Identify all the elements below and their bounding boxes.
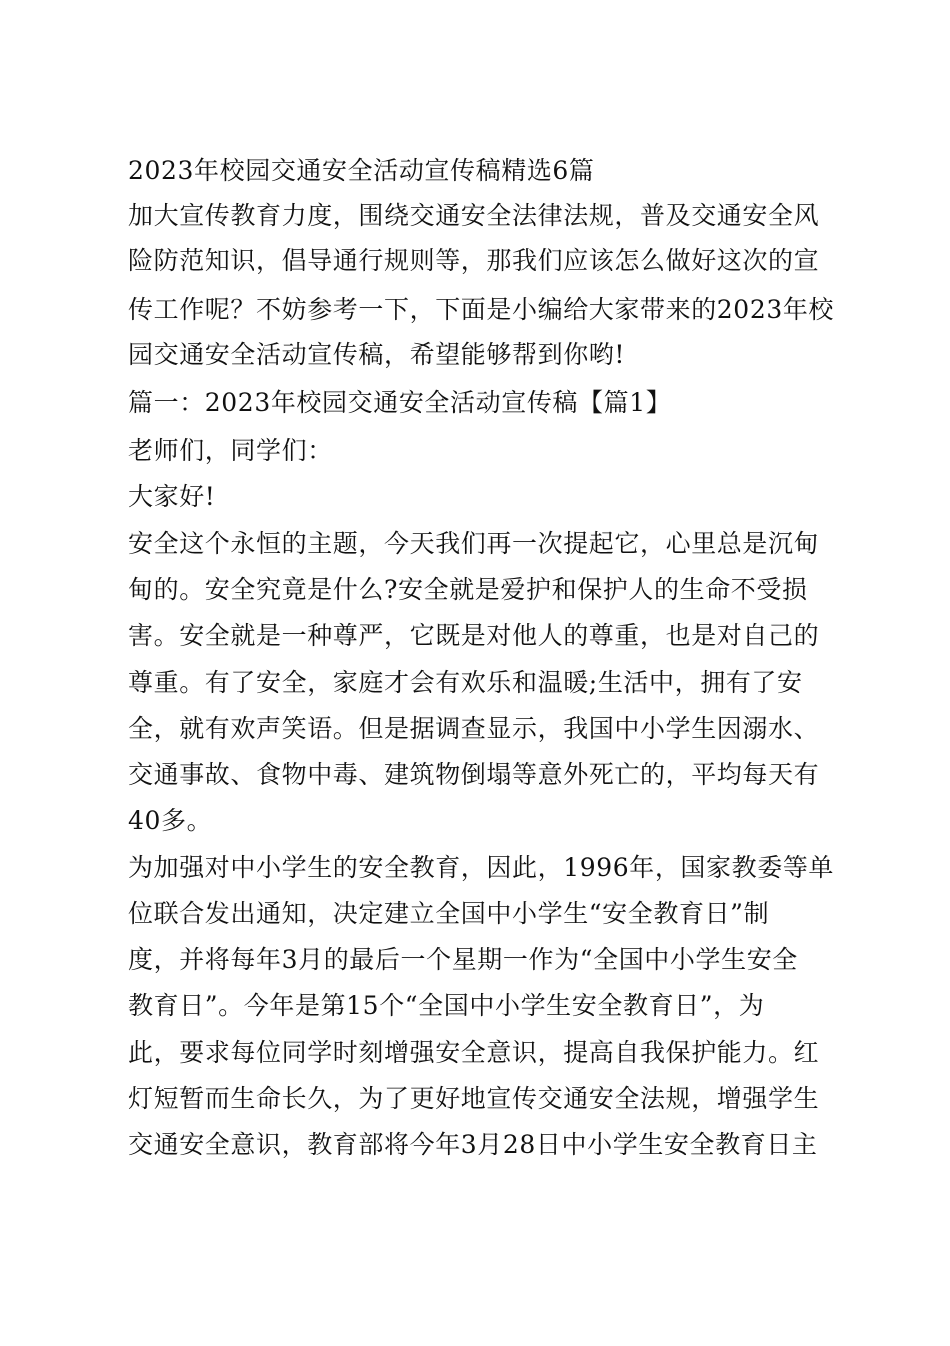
text-line: 交通事故、食物中毒、建筑物倒塌等意外死亡的，平均每天有	[128, 760, 820, 789]
text-line: 害。安全就是一种尊严，它既是对他人的尊重，也是对自己的	[128, 621, 820, 650]
text-line: 为加强对中小学生的安全教育，因此，1996年，国家教委等单	[128, 853, 835, 882]
text-line: 尊重。有了安全，家庭才会有欢乐和温暖;生活中，拥有了安	[128, 668, 803, 697]
greeting: 大家好!	[128, 482, 216, 511]
text-line: 度，并将每年3月的最后一个星期一作为“全国中小学生安全	[128, 945, 798, 974]
text-line: 此，要求每位同学时刻增强安全意识，提高自我保护能力。红	[128, 1038, 820, 1067]
document-title: 2023年校园交通安全活动宣传稿精选6篇	[128, 156, 595, 185]
text-line: 教育日”。今年是第15个“全国中小学生安全教育日”，为	[128, 991, 765, 1020]
text-line: 园交通安全活动宣传稿，希望能够帮到你哟!	[128, 340, 626, 369]
text-line: 传工作呢？不妨参考一下，下面是小编给大家带来的2023年校	[128, 295, 835, 324]
text-line: 40多。	[128, 806, 213, 835]
salutation: 老师们，同学们：	[128, 436, 333, 465]
text-line: 交通安全意识，教育部将今年3月28日中小学生安全教育日主	[128, 1130, 818, 1159]
text-line: 全，就有欢声笑语。但是据调查显示，我国中小学生因溺水、	[128, 714, 820, 743]
text-line: 位联合发出通知，决定建立全国中小学生“安全教育日”制	[128, 899, 770, 928]
text-line: 安全这个永恒的主题，今天我们再一次提起它，心里总是沉甸	[128, 529, 820, 558]
text-line: 灯短暂而生命长久，为了更好地宣传交通安全法规，增强学生	[128, 1084, 820, 1113]
text-line: 甸的。安全究竟是什么?安全就是爱护和保护人的生命不受损	[128, 575, 808, 604]
section-heading: 篇一：2023年校园交通安全活动宣传稿【篇1】	[128, 388, 672, 417]
text-line: 险防范知识，倡导通行规则等，那我们应该怎么做好这次的宣	[128, 246, 820, 275]
text-line: 加大宣传教育力度，围绕交通安全法律法规，普及交通安全风	[128, 201, 820, 230]
